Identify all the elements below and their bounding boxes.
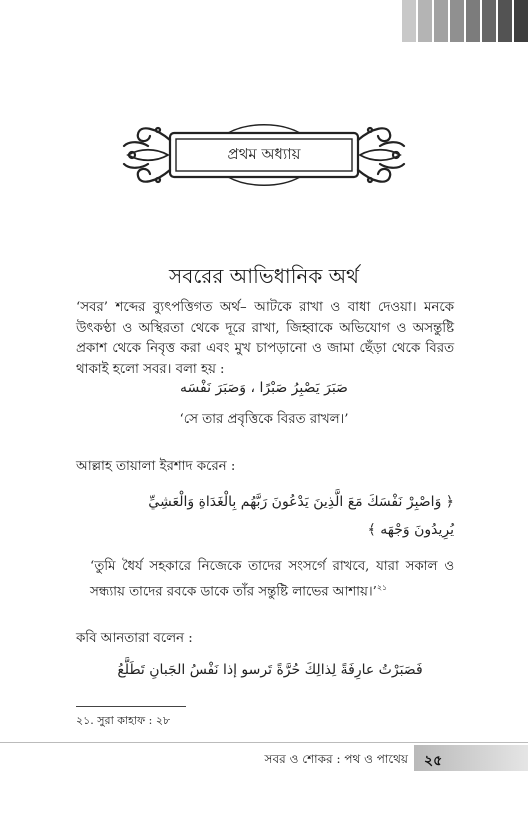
gray-bar <box>450 0 464 42</box>
chapter-header-frame <box>118 118 410 192</box>
gray-bar <box>434 0 448 42</box>
paragraph-definition: ‘সবর’ শব্দের ব্যুৎপত্তিগত অর্থ– আটকে রাখা ও বাধা দেওয়া। মনকে উৎকণ্ঠা ও অস্থিরতা থেকে দূরে রাখা, জিহ্বাকে অভিযোগ ও অসন্তুষ্টি প্রকাশ থেকে নিবৃত্ত করা এবং মুখ চাপড়ানো ও জামা ছেঁড়া থেকে বিরত থাকাই হলো সবর। বলা হয় : <box>76 300 454 377</box>
gray-bar <box>402 0 416 42</box>
arabic-phrase: صَبَرَ يَصْبِرُ صَبْرًا ، وَصَبَرَ نَفْسَه <box>180 380 348 396</box>
top-gradient-bars <box>400 0 528 42</box>
gray-bar <box>482 0 496 42</box>
quran-verse-line-1: ﴿ وَاصْبِرْ نَفْسَكَ مَعَ الَّذِينَ يَدْعُونَ رَبَّهُم بِالْغَدَاةِ وَالْعَشِيِّ <box>148 494 454 510</box>
footnote: ২১. সুরা কাহাফ : ২৮ <box>76 714 171 727</box>
translation-line: ‘সে তার প্রবৃত্তিকে বিরত রাখল।’ <box>179 412 349 427</box>
quran-translation <box>90 557 454 602</box>
running-footer-title: সবর ও শোকর : পথ ও পাথেয় <box>264 752 408 766</box>
gray-bar <box>514 0 528 42</box>
paragraph-poet-intro: কবি আনতারা বলেন : <box>76 631 193 646</box>
page-number-box <box>414 745 528 771</box>
gray-bar <box>418 0 432 42</box>
footnote-divider <box>76 706 186 707</box>
section-heading: সবরের আভিধানিক অর্থ <box>169 264 359 288</box>
chapter-title: প্রথম অধ্যায় <box>227 144 301 163</box>
page-number: ২৫ <box>424 753 443 769</box>
quran-translation-text: ‘তুমি ধৈর্য সহকারে নিজেকে তাদের সংসর্গে রাখবে, যারা সকাল ও সন্ধ্যায় তাদের রবকে ডাকে তাঁর সন্তুষ্টি লাভের আশায়।’ <box>90 559 454 599</box>
gray-bar <box>466 0 480 42</box>
gray-bar <box>498 0 512 42</box>
quran-verse-line-2: يُرِيدُونَ وَجْهَه ﴾ <box>367 522 454 538</box>
footnote-mark: ২১ <box>376 582 388 592</box>
arabic-poem: فَصَبَرْتُ عارِفَةً لِذالِكَ حُرَّةً تَرسو إذا نَفْسُ الجَبانِ تَطَلَّعُ <box>117 662 423 678</box>
paragraph-quran-intro: আল্লাহ তায়ালা ইরশাদ করেন : <box>76 459 236 474</box>
footer-divider <box>0 742 528 743</box>
